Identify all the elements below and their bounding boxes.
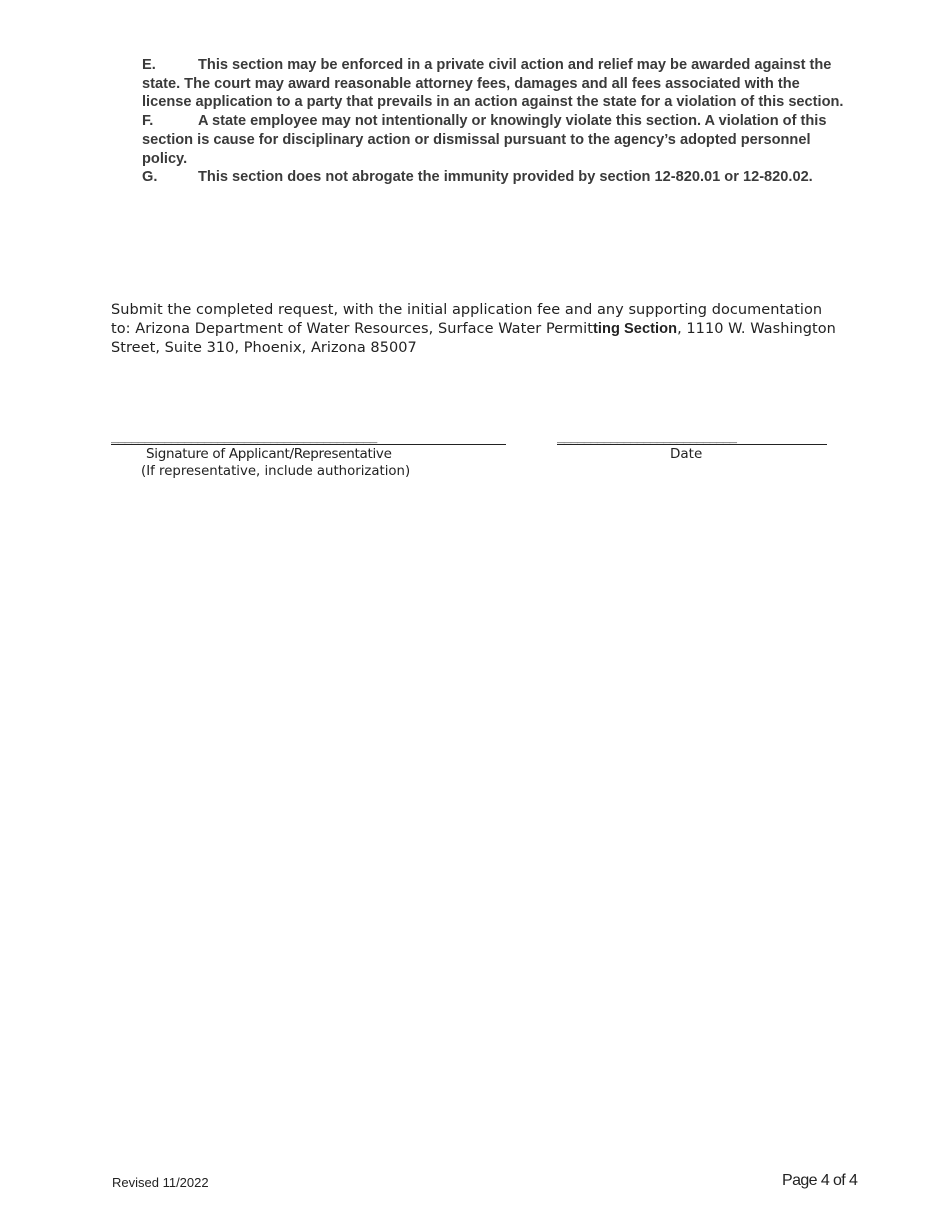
submit-text-end: , 1110 W. Washington Street, Suite 310, Phoenix, Arizona 85007 — [111, 320, 836, 356]
date-label: Date — [670, 446, 703, 462]
section-text: This section may be enforced in a private civil action and relief may be awarded against the state. The court may award reasonable attorney fees, damages and all fees associated with the license application to a party that prevails in an action against the state for a violation of this section. — [142, 57, 844, 111]
section-letter: E. — [142, 57, 156, 73]
section-letter: G. — [142, 169, 158, 186]
revision-date: Revised 11/2022 — [112, 1175, 209, 1190]
date-underscores: ___________________________ — [557, 429, 736, 444]
statute-sections — [142, 56, 847, 187]
section-letter: F. — [142, 113, 154, 130]
page-number: Page 4 of 4 — [782, 1172, 858, 1189]
representative-note: (If representative, include authorization) — [141, 464, 411, 479]
submission-instructions — [111, 301, 843, 357]
section-text: This section does not abrogate the immunity provided by section 12-820.01 or 12-820.02. — [198, 169, 813, 186]
submit-text-start: Submit the completed request, with the initial application fee and any supporting documentation to: Arizona Department of Water Resources, Surface Water Permit — [111, 302, 823, 337]
section-f — [142, 112, 847, 168]
section-g — [142, 168, 847, 187]
signature-underscores: ________________________________________ — [111, 429, 377, 444]
submit-text-bold: ting Section — [592, 320, 678, 337]
section-e — [142, 56, 847, 112]
section-text: A state employee may not intentionally or knowingly violate this section. A violation of this section is cause for disciplinary action or dismissal pursuant to the agency’s adopted personnel policy. — [142, 113, 827, 167]
signature-label: Signature of Applicant/Representative — [146, 446, 392, 462]
